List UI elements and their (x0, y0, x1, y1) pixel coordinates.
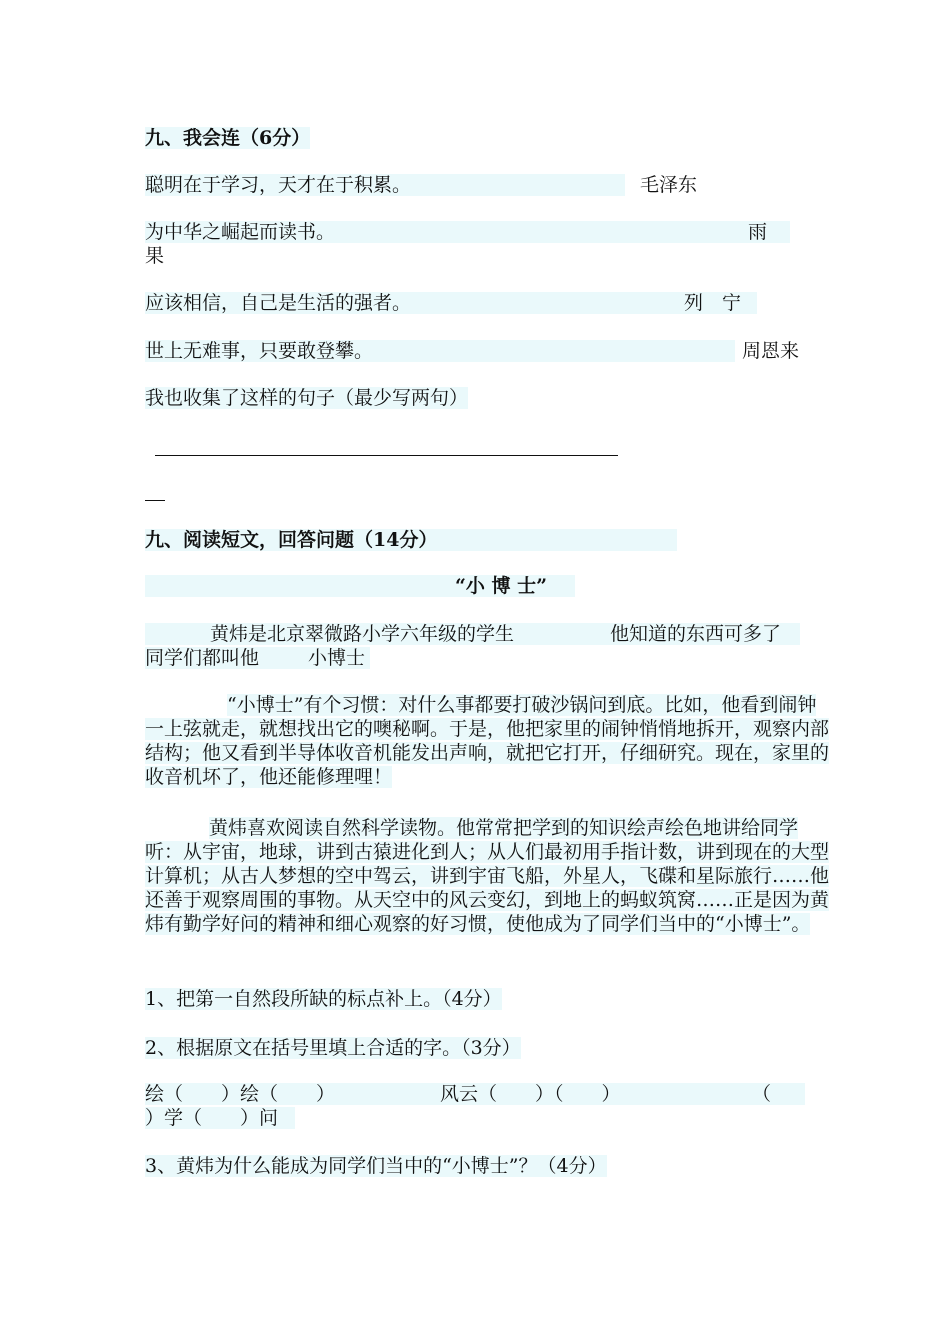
paragraph-1-part-c: 同学们都叫他 (145, 647, 260, 669)
question-2-fill-d[interactable]: ）学（ ）问 (145, 1107, 279, 1129)
story-title: “小 博 士” (455, 575, 548, 597)
section-connect-title: 九、我会连（6分） (145, 127, 311, 149)
connect-name-hugo-2: 果 (145, 245, 165, 267)
collect-prompt: 我也收集了这样的句子（最少写两句） (145, 387, 469, 409)
paragraph-1-part-d: 小博士 (308, 647, 366, 669)
connect-sentence-1: 聪明在于学习，天才在于积累。 (145, 174, 412, 196)
answer-line[interactable] (155, 455, 618, 456)
connect-name-hugo-1: 雨 (748, 221, 768, 243)
connect-sentence-3: 应该相信，自己是生活的强者。 (145, 292, 412, 314)
paragraph-1-part-b: 他知道的东西可多了 (610, 623, 782, 645)
paragraph-3: 黄炜喜欢阅读自然科学读物。他常常把学到的知识绘声绘色地讲给同学听：从宇宙，地球，讲到古猿进化到人；从人们最初用手指计数，讲到现在的大型计算机；从古人梦想的空中驾云，讲到宇宙飞船，外星人，飞碟和星际旅行……他还善于观察周围的事物。从天空中的风云变幻，到地上的蚂蚁筑窝……正是因为黄炜有勤学好问的精神和细心观察的好习惯，使他成为了同学们当中的“小博士”。 (145, 817, 830, 935)
question-2-fill-c[interactable]: （ (752, 1083, 772, 1105)
answer-line-end (145, 500, 165, 501)
question-2-fill-b[interactable]: 风云（ ）（ ） (440, 1083, 621, 1105)
question-1: 1、把第一自然段所缺的标点补上。（4分） (145, 988, 502, 1010)
paragraph-2: “小博士”有个习惯：对什么事都要打破沙锅问到底。比如，他看到闹钟一上弦就走，就想找出它的噢秘啊。于是，他把家里的闹钟悄悄地拆开，观察内部结构；他又看到半导体收音机能发出声响，就把它打开，仔细研究。现在，家里的收音机坏了，他还能修理哩！ (145, 694, 830, 788)
section-reading-title: 九、阅读短文，回答问题（14分） (145, 529, 438, 551)
question-2: 2、根据原文在括号里填上合适的字。（3分） (145, 1037, 521, 1059)
question-2-fill-a[interactable]: 绘（ ）绘（ ） (145, 1083, 336, 1105)
connect-name-lenin: 列 宁 (684, 292, 742, 314)
question-3: 3、黄炜为什么能成为同学们当中的“小博士”？（4分） (145, 1155, 607, 1177)
connect-sentence-2: 为中华之崛起而读书。 (145, 221, 336, 243)
paragraph-1-part-a: 黄炜是北京翠微路小学六年级的学生 (210, 623, 515, 645)
connect-sentence-4: 世上无难事，只要敢登攀。 (145, 340, 374, 362)
connect-name-mao: 毛泽东 (640, 174, 698, 196)
connect-name-zhou: 周恩来 (742, 340, 800, 362)
